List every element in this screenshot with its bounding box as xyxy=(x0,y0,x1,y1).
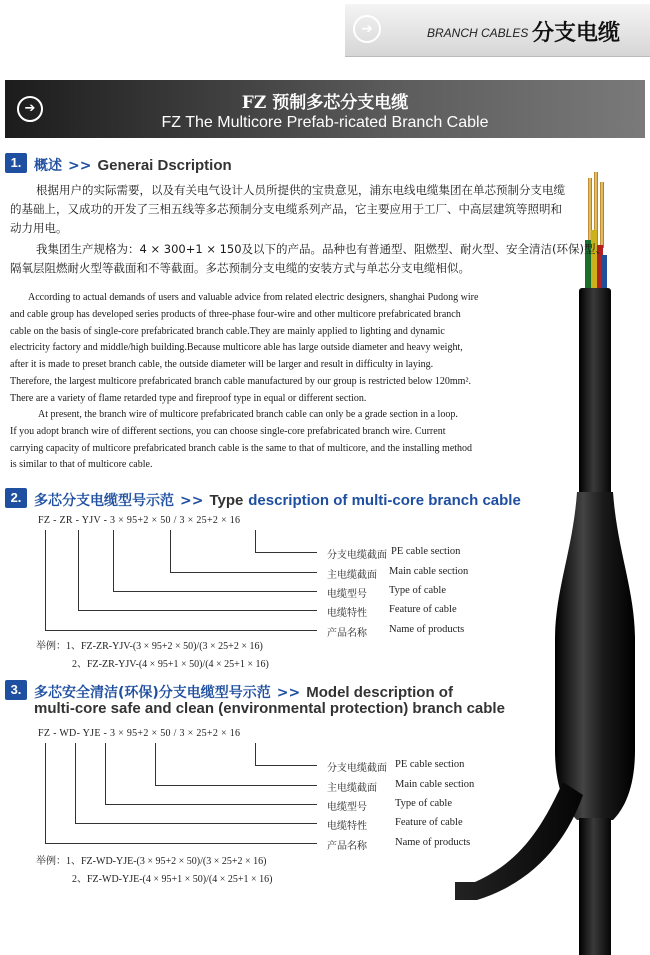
label-en: PE cable section xyxy=(391,546,461,557)
example-1 xyxy=(36,852,266,867)
label-en: Name of products xyxy=(395,837,471,848)
model-code: FZ - ZR - YJV - 3 × 95+2 × 50 / 3 × 25+2 × 16 xyxy=(38,515,241,526)
page-header xyxy=(345,4,650,57)
text-line: 隔氧层阻燃耐火型等截面和不等截面。多芯预制分支电缆的安装方式与单芯分支电缆相似。 xyxy=(10,261,470,275)
model-code: FZ - WD- YJE - 3 × 95+2 × 50 / 3 × 25+2 × 16 xyxy=(38,728,241,739)
arrow-icon: >> xyxy=(180,493,204,509)
label-cn: 分支电缆截面 xyxy=(327,550,387,561)
text-line: At present, the branch wire of multicore prefabricated branch cable can only be a grade section in a loop. xyxy=(38,409,458,420)
en-paragraph-1 xyxy=(10,290,508,408)
example-label: 举例： xyxy=(36,856,66,867)
section-heading-en-b: description of multi-core branch cable xyxy=(248,492,521,509)
section-heading-cn: 多芯安全清洁(环保)分支电缆型号示范 xyxy=(34,685,271,701)
section-heading xyxy=(34,155,232,175)
section-heading-cn: 多芯分支电缆型号示范 xyxy=(34,493,174,509)
section-heading-en: Generai Dscription xyxy=(97,157,232,174)
label-cn: 主电缆截面 xyxy=(327,570,377,581)
section-number: 3. xyxy=(5,680,27,700)
label-en: PE cable section xyxy=(395,759,465,770)
section-heading xyxy=(34,682,453,702)
text-line: 我集团生产规格为：4 × 300+1 × 150及以下的产品。品种也有普通型、阻燃型、耐火型、安全清洁(环保)型、 xyxy=(36,242,608,256)
text-line: According to actual demands of users and valuable advice from related electric designers, shanghai Pudong wire xyxy=(28,292,479,303)
label-en: Type of cable xyxy=(395,798,452,809)
label-en: Feature of cable xyxy=(389,604,457,615)
cn-paragraph-1 xyxy=(10,181,565,238)
section-heading-line2 xyxy=(34,700,505,717)
section-heading-en-b: multi-core safe and clean (environmental protection) branch cable xyxy=(34,700,505,717)
arrow-icon: >> xyxy=(276,685,301,701)
text-line: 动力用电。 xyxy=(10,221,68,235)
section-heading-en-a: Model description of xyxy=(306,684,453,701)
example-label: 举例： xyxy=(36,641,66,652)
label-cn: 产品名称 xyxy=(327,628,367,639)
en-paragraph-2 xyxy=(10,407,508,474)
text-line: 根据用户的实际需要，以及有关电气设计人员所提供的宝贵意见，浦东电线电缆集团在单芯预制分支电缆 xyxy=(36,183,565,197)
arrow-icon: >> xyxy=(68,158,92,174)
section-number: 2. xyxy=(5,488,27,508)
label-en: Main cable section xyxy=(389,566,469,577)
branch-cable-photo xyxy=(455,170,650,955)
section-heading-en-a: Type xyxy=(209,492,244,509)
label-en: Name of products xyxy=(389,624,465,635)
text-line: carrying capacity of multicore prefabricated branch cable is the same to that of multicore, and the installing method xyxy=(10,442,473,454)
text-line: Therefore, the largest multicore prefabricated branch cable manufactured by our group is restricted below 120mm². xyxy=(10,375,471,387)
label-cn: 产品名称 xyxy=(327,841,367,852)
section-heading xyxy=(34,490,521,510)
section-heading-cn: 概述 xyxy=(34,158,62,174)
text-line: is similar to that of multicore cable. xyxy=(10,459,153,471)
label-en: Main cable section xyxy=(395,779,475,790)
text-line: 的基础上，又成功的开发了三相五线等多芯预制分支电缆系列产品，它主要应用于工厂、中高层建筑等照明和 xyxy=(10,202,562,216)
example-2: 2、FZ-ZR-YJV-(4 × 95+1 × 50)/(4 × 25+1 × 16) xyxy=(72,659,269,670)
text-line: after it is made to preset branch cable, the outside diameter will be larger and result in difficulty in laying. xyxy=(10,359,434,371)
text-line: If you adopt branch wire of different sections, you can choose single-core prefabricated branch wire. Current xyxy=(10,425,446,437)
banner-chinese-title: FZ 预制多芯分支电缆 xyxy=(241,93,409,113)
example-2: 2、FZ-WD-YJE-(4 × 95+1 × 50)/(4 × 25+1 × 16) xyxy=(72,874,273,885)
label-cn: 电缆型号 xyxy=(327,802,367,813)
label-en: Type of cable xyxy=(389,585,446,596)
text-line: cable on the basis of single-core prefabricated branch cable.They are mainly applied to lighting and dynamic xyxy=(10,325,445,337)
label-cn: 分支电缆截面 xyxy=(327,763,387,774)
header-chinese-title: 分支电缆 xyxy=(532,21,621,46)
example-1 xyxy=(36,637,263,652)
copper-conductor xyxy=(600,182,604,248)
section-number: 1. xyxy=(5,153,27,173)
header-english-title: BRANCH CABLES xyxy=(427,26,529,40)
label-en: Feature of cable xyxy=(395,817,463,828)
example-text: 1、FZ-ZR-YJV-(3 × 95+2 × 50)/(3 × 25+2 × 16) xyxy=(66,641,263,652)
text-line: electricity factory and middle/high building.Because multicore able has large outside diameter and heavy weight, xyxy=(10,342,463,354)
arrow-circle-icon: ➔ xyxy=(17,96,43,122)
banner-english-title: FZ The Multicore Prefab-ricated Branch Cable xyxy=(161,114,489,131)
cn-paragraph-2 xyxy=(10,240,608,278)
example-text: 1、FZ-WD-YJE-(3 × 95+2 × 50)/(3 × 25+2 × 16) xyxy=(66,856,267,867)
text-line: There are a variety of flame retarded type and fireproof type in equal or different section. xyxy=(10,392,367,404)
label-cn: 电缆特性 xyxy=(327,608,367,619)
label-cn: 主电缆截面 xyxy=(327,783,377,794)
arrow-circle-icon: ➔ xyxy=(353,15,381,43)
text-line: and cable group has developed series products of three-phase four-wire and other multicore prefabricated branch xyxy=(10,308,461,320)
label-cn: 电缆特性 xyxy=(327,821,367,832)
label-cn: 电缆型号 xyxy=(327,589,367,600)
